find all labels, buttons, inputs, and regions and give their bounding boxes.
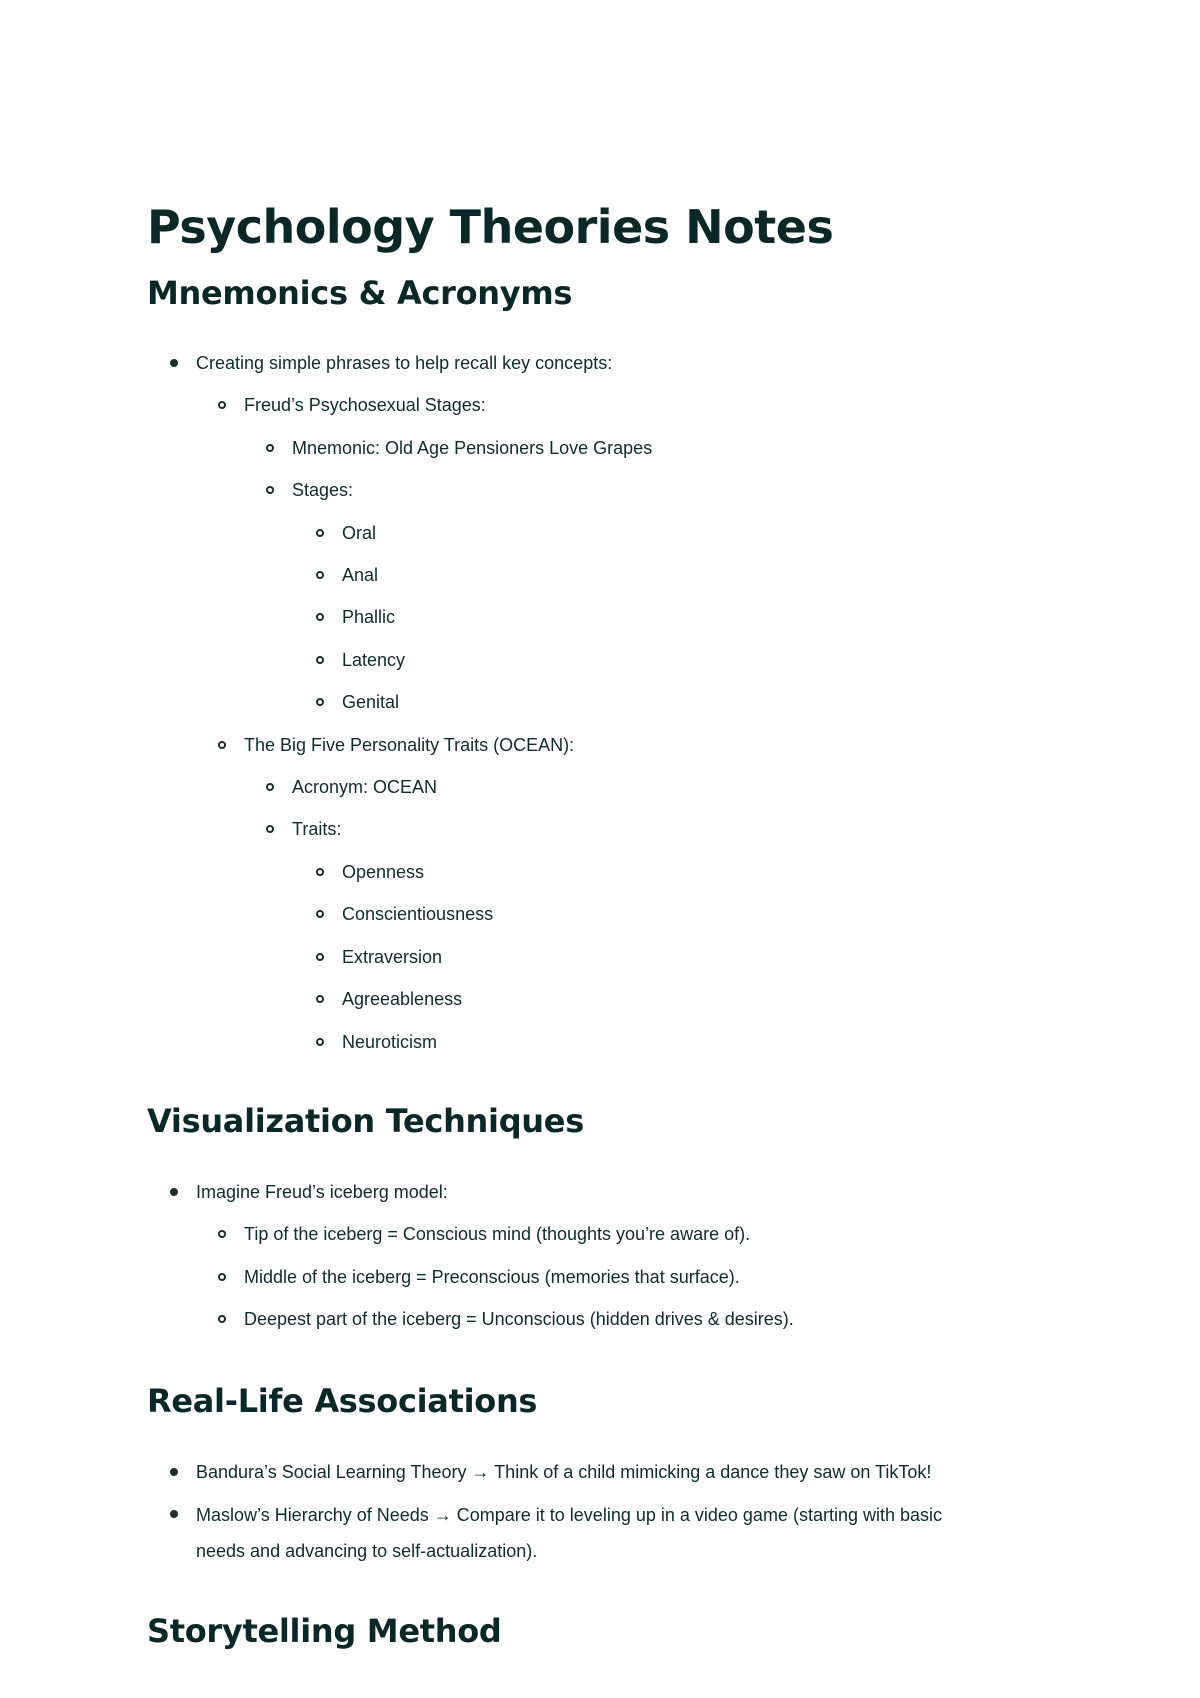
section-heading-mnemonics: Mnemonics & Acronyms [147,274,573,312]
bullet-circle-icon [316,571,324,579]
list-item: Bandura’s Social Learning Theory → Think of a child mimicking a dance they saw on TikTok! [147,1451,1047,1493]
section-heading-real-life: Real-Life Associations [147,1381,538,1420]
list-item: Extraversion [147,936,1047,978]
bullet-dot-icon [170,1510,178,1518]
section-heading-visualization: Visualization Techniques [147,1101,584,1140]
bullet-circle-icon [218,401,226,409]
bullet-circle-icon [266,825,274,833]
bullet-circle-icon [316,868,324,876]
real-life-list [147,1431,1047,1571]
bullet-circle-icon [218,1273,226,1281]
list-item: Imagine Freud’s iceberg model: [147,1171,1047,1213]
bullet-circle-icon [316,1038,324,1046]
list-item: Phallic [147,596,1047,638]
section-heading-storytelling: Storytelling Method [147,1611,502,1650]
bullet-dot-icon [170,1188,178,1196]
list-item: Openness [147,851,1047,893]
bullet-circle-icon [266,444,274,452]
bullet-circle-icon [316,529,324,537]
bullet-dot-icon [170,359,178,367]
list-item: Acronym: OCEAN [147,766,1047,808]
list-item: Creating simple phrases to help recall key concepts: [147,342,1047,384]
list-item: Mnemonic: Old Age Pensioners Love Grapes [147,427,1047,469]
visualization-list [147,1151,1047,1341]
list-item: The Big Five Personality Traits (OCEAN): [147,724,1047,766]
list-item: Genital [147,681,1047,723]
list-item: Conscientiousness [147,893,1047,935]
list-item: Maslow’s Hierarchy of Needs → Compare it to leveling up in a video game (starting with basic needs and advancing to self-actualization). [147,1493,956,1571]
bullet-circle-icon [266,783,274,791]
bullet-circle-icon [316,953,324,961]
page-title: Psychology Theories Notes [147,200,834,254]
bullet-circle-icon [316,995,324,1003]
list-item: Stages: [147,469,1047,511]
bullet-circle-icon [316,656,324,664]
document-page [147,190,1047,1661]
bullet-circle-icon [316,910,324,918]
list-item: Anal [147,554,1047,596]
list-item: Deepest part of the iceberg = Unconscious (hidden drives & desires). [147,1298,1047,1340]
bullet-dot-icon [170,1468,178,1476]
bullet-circle-icon [218,1230,226,1238]
bullet-circle-icon [218,1315,226,1323]
list-item: Neuroticism [147,1021,1047,1063]
bullet-circle-icon [266,486,274,494]
list-item: Latency [147,639,1047,681]
bullet-circle-icon [316,698,324,706]
list-item: Middle of the iceberg = Preconscious (memories that surface). [147,1256,1047,1298]
list-item: Tip of the iceberg = Conscious mind (thoughts you’re aware of). [147,1213,1047,1255]
list-item: Agreeableness [147,978,1047,1020]
list-item: Oral [147,512,1047,554]
list-item: Freud’s Psychosexual Stages: [147,384,1047,426]
list-item: Traits: [147,808,1047,850]
bullet-circle-icon [218,741,226,749]
bullet-circle-icon [316,613,324,621]
mnemonics-list [147,322,1047,1063]
